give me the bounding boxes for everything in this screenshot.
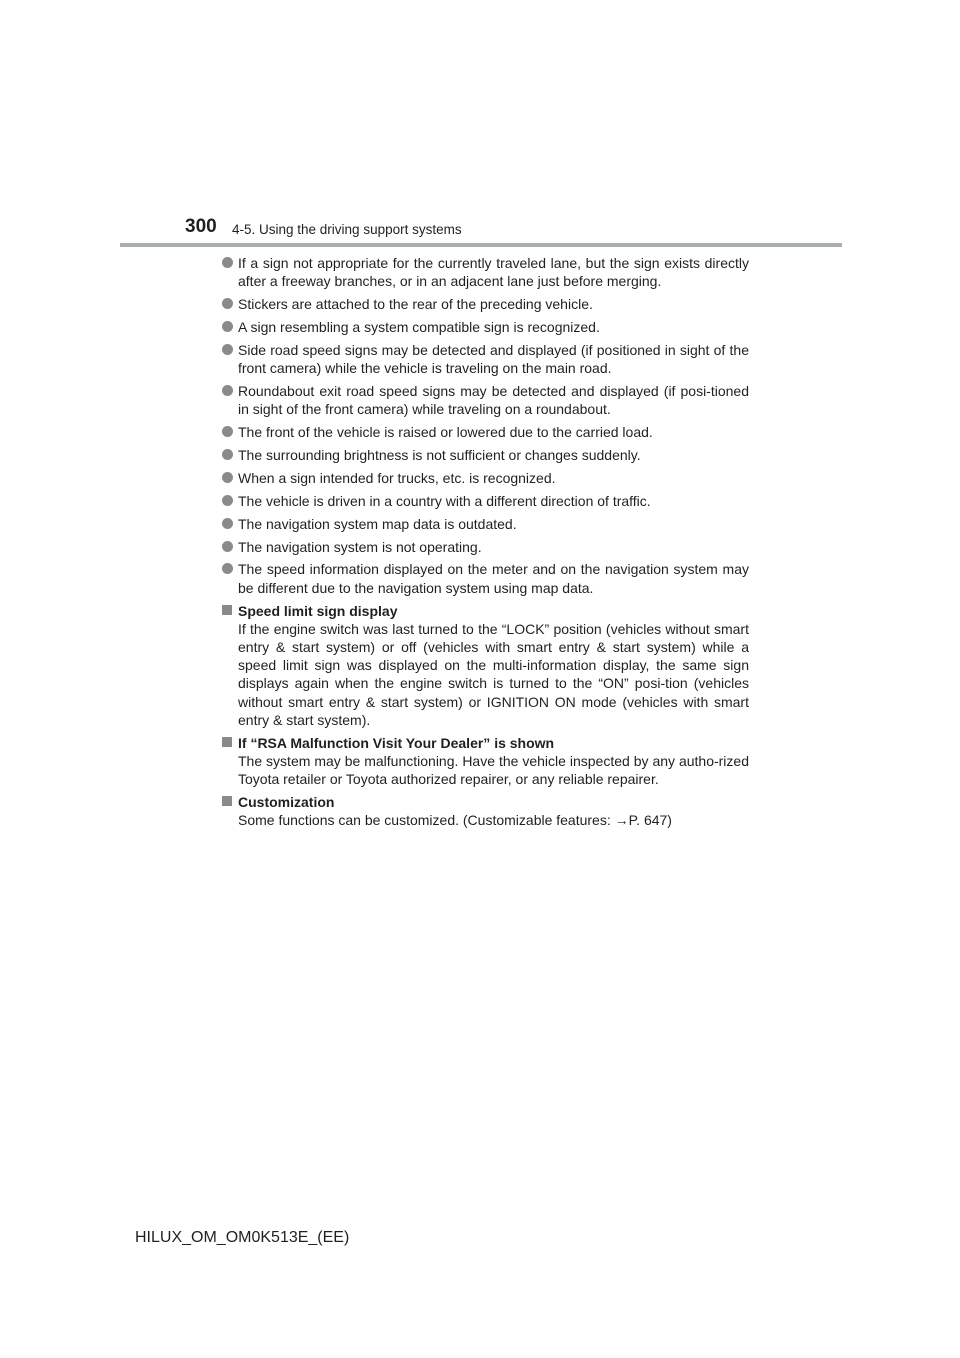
bullet-text: Side road speed signs may be detected and displayed (if positioned in sight of the front camera) while the vehicle is traveling on the main road. (238, 341, 749, 377)
bullet-item (222, 469, 749, 487)
page-content (222, 254, 749, 834)
section-heading: If “RSA Malfunction Visit Your Dealer” is shown (238, 734, 555, 751)
bullet-item (222, 295, 749, 313)
bullet-text: The speed information displayed on the meter and on the navigation system may be different due to the navigation system using map data. (238, 561, 749, 596)
section-title: 4-5. Using the driving support systems (232, 222, 462, 237)
footer-doc-id: HILUX_OM_OM0K513E_(EE) (135, 1229, 350, 1246)
bullet-dot-icon (222, 495, 233, 506)
bullet-dot-icon (222, 298, 233, 309)
section-body: If the engine switch was last turned to the “LOCK” position (vehicles without smart entry & start system) or off (vehicles with smart entry & start system) while a speed limit sign was displayed on the multi-information display, the same sign displays again when the engine switch is turned to the “ON” posi-tion (vehicles without smart entry & start system) or IGNITION ON mode (vehicles with smart entry & start system). (238, 620, 749, 728)
bullet-dot-icon (222, 472, 233, 483)
bullet-item (222, 446, 749, 464)
bullet-dot-icon (222, 257, 233, 268)
bullet-text: Roundabout exit road speed signs may be detected and displayed (if posi-tioned in sight of the front camera) while traveling on a roundabout. (238, 382, 749, 418)
bullet-text: When a sign intended for trucks, etc. is recognized. (238, 469, 556, 486)
bullet-dot-icon (222, 518, 233, 529)
bullet-item (222, 423, 749, 441)
bullet-item (222, 341, 749, 377)
bullet-item (222, 382, 749, 418)
bullet-dot-icon (222, 426, 233, 437)
bullet-item (222, 515, 749, 533)
bullet-item (222, 492, 749, 510)
square-bullet-icon (222, 737, 232, 747)
bullet-text: The navigation system is not operating. (238, 538, 482, 555)
bullet-dot-icon (222, 541, 233, 552)
bullet-text: Stickers are attached to the rear of the preceding vehicle. (238, 296, 593, 313)
section-heading: Customization (238, 793, 335, 810)
bullet-dot-icon (222, 449, 233, 460)
bullet-dot-icon (222, 321, 233, 332)
page-number: 300 (185, 216, 217, 237)
bullet-text: A sign resembling a system compatible sign is recognized. (238, 318, 600, 335)
section-rsa-malfunction (222, 734, 749, 789)
bullet-item (222, 254, 749, 290)
section-speed-limit-sign-display (222, 602, 749, 729)
square-bullet-icon (222, 796, 232, 806)
bullet-text: The vehicle is driven in a country with a different direction of traffic. (238, 492, 651, 509)
bullet-dot-icon (222, 563, 233, 574)
bullet-dot-icon (222, 385, 233, 396)
bullet-item (222, 560, 749, 596)
section-body: Some functions can be customized. (Customizable features: →P. 647) (238, 812, 672, 829)
section-body: The system may be malfunctioning. Have the vehicle inspected by any autho-rized Toyota retailer or Toyota authorized repairer, or any reliable repairer. (238, 752, 749, 788)
section-heading: Speed limit sign display (238, 602, 398, 619)
bullet-item (222, 318, 749, 336)
square-bullet-icon (222, 605, 232, 615)
bullet-list (222, 254, 749, 597)
bullet-item (222, 538, 749, 556)
bullet-text: The surrounding brightness is not sufficient or changes suddenly. (238, 446, 641, 463)
bullet-text: If a sign not appropriate for the currently traveled lane, but the sign exists directly after a freeway branches, or in an adjacent lane just before merging. (238, 255, 749, 290)
section-customization (222, 793, 749, 829)
bullet-text: The front of the vehicle is raised or lowered due to the carried load. (238, 424, 653, 441)
bullet-text: The navigation system map data is outdated. (238, 515, 517, 532)
header-rule (120, 243, 842, 247)
bullet-dot-icon (222, 344, 233, 355)
